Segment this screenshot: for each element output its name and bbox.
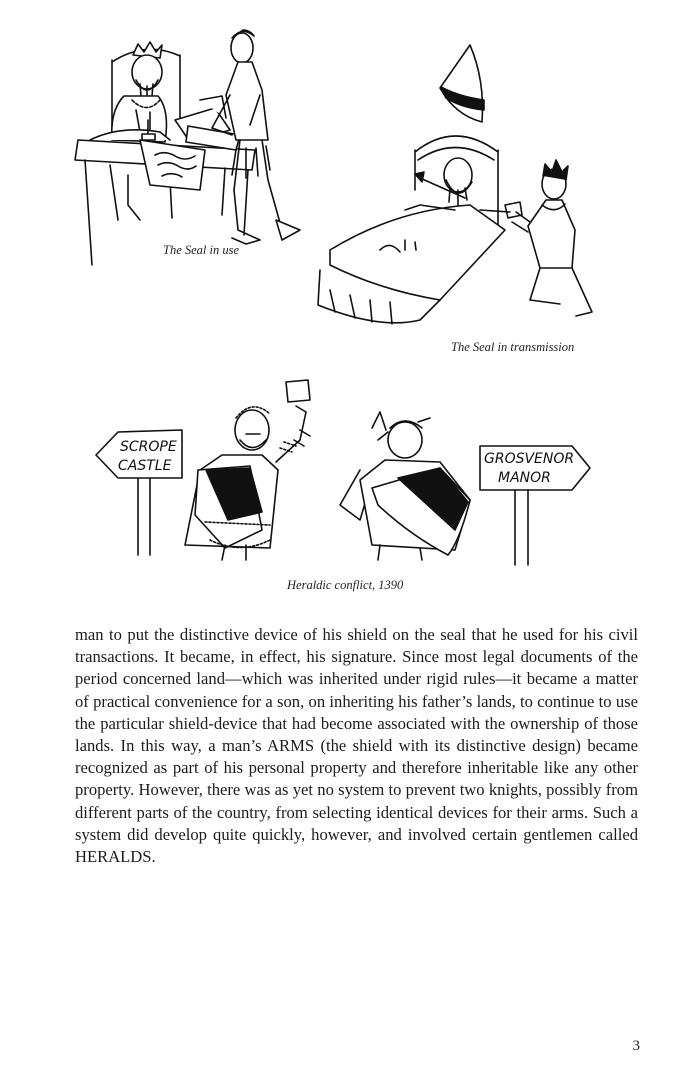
- seal-in-transmission-illustration: [318, 45, 592, 324]
- grosvenor-knight: [340, 412, 470, 560]
- scrope-knight: [185, 380, 310, 560]
- body-paragraph: man to put the distinctive device of his shield on the seal that he used for his civil transactions. It became, in effect, his signature. Since most legal documents of the period concerned land—which was inherited under rigid rules—it became a matter of practical convenience for a son, on inheriting his father’s lands, to continue to use the particular shield-device that had become associated with the ownership of those lands. In this way, a man’s ARMS (the shield with its distinctive design) became recognized as part of his personal property and therefore inheritable like any other property. However, there was as yet no system to prevent two knights, possibly from different parts of the country, from selecting identical devices for their arms. Such a system did develop quite quickly, however, and involved certain gentlemen called HERALDS.: [75, 625, 638, 867]
- page-number: 3: [632, 1038, 640, 1054]
- sign-right-line1: GROSVENOR: [484, 451, 575, 467]
- sign-left-line2: CASTLE: [118, 458, 172, 474]
- grosvenor-manor-signpost: [480, 446, 590, 565]
- sign-left-line1: SCROPE: [120, 439, 177, 455]
- seal-in-use-illustration: [75, 30, 300, 265]
- sign-right-line2: MANOR: [498, 470, 551, 486]
- caption-seal-in-transmission: The Seal in transmission: [451, 340, 575, 354]
- caption-seal-in-use: The Seal in use: [163, 243, 240, 257]
- caption-heraldic-conflict: Heraldic conflict, 1390: [287, 578, 404, 592]
- heraldic-conflict-illustration: [96, 380, 590, 565]
- scrope-castle-signpost: [96, 430, 182, 555]
- body-text: [75, 624, 638, 868]
